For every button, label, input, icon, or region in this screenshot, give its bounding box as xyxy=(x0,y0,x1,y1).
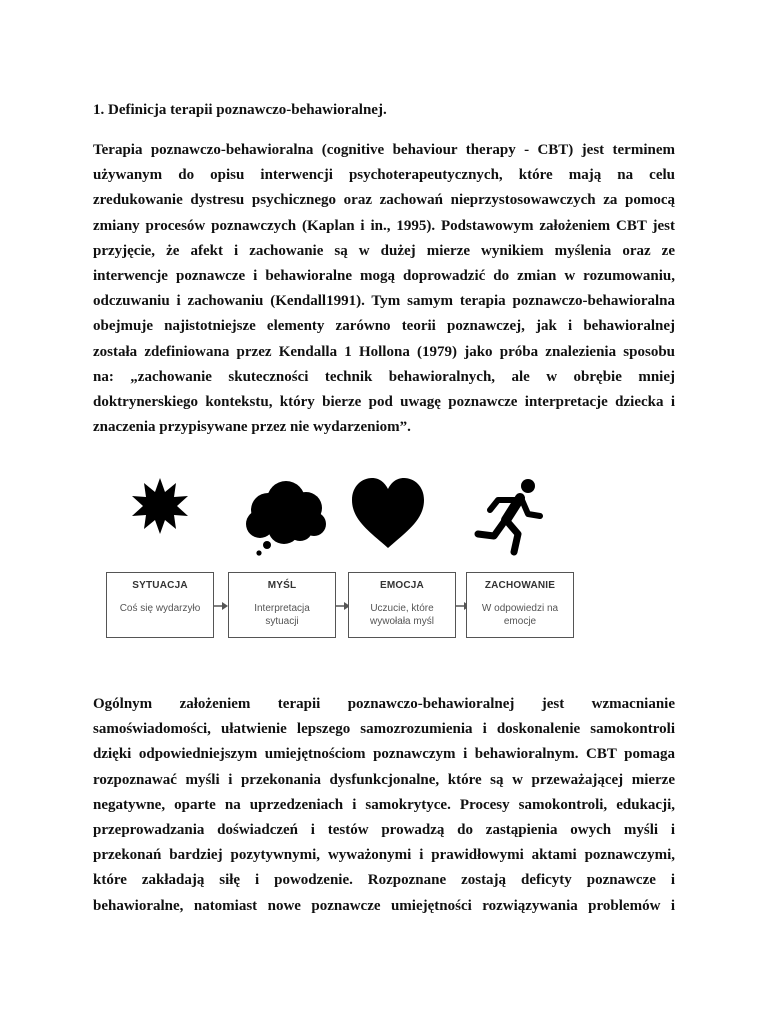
text-line: odczuwaniu i zachowaniu (Kendall1991). Tym samym terapia poznawczo-behawioralna xyxy=(93,293,675,310)
text-line: przyjęcie, że afekt i zachowanie są w dużej mierze wynikiem myślenia oraz ze xyxy=(93,242,675,259)
thought-cloud-icon xyxy=(240,476,330,558)
text-line: dzięki odpowiedniejszym umiejętnościom poznawczym i behawioralnym. CBT pomaga xyxy=(93,746,675,763)
section-heading: 1. Definicja terapii poznawczo-behawioralnej. xyxy=(93,102,387,118)
stage-description xyxy=(467,602,573,628)
text-line: interwencje poznawcze i behawioralne mogą doprowadzić do zmian w rozumowaniu, xyxy=(93,267,675,284)
stage-box-emotion xyxy=(348,572,456,638)
stage-title: EMOCJA xyxy=(380,580,424,591)
text-line: behawioralne, natomiast nowe poznawcze umiejętności rozwiązywania problemów i xyxy=(93,897,675,914)
stage-title: MYŚL xyxy=(267,580,297,591)
text-line: doktrynerskiego kontekstu, który bierze pod uwagę poznawcze interpretacje dziecka i xyxy=(93,393,675,410)
stage-box-thought xyxy=(228,572,336,638)
text-line: Terapia poznawczo-behawioralna (cognitive behaviour therapy - CBT) jest terminem xyxy=(93,142,675,158)
stage-description-line: Coś się wydarzyło xyxy=(119,603,201,614)
text-line: przeprowadzania doświadczeń i testów prowadzą do zastąpienia owych myśli i xyxy=(93,821,675,838)
stage-description xyxy=(349,602,455,628)
stage-title: ZACHOWANIE xyxy=(484,580,556,591)
stage-description xyxy=(229,602,335,628)
running-person-icon xyxy=(470,476,550,558)
stage-description-line: wywołała myśl xyxy=(370,616,434,627)
text-line: używanym do opisu interwencji psychoterapeutycznych, które mają na celu xyxy=(93,167,675,184)
stage-box-situation xyxy=(106,572,214,638)
text-line: obejmuje najistotniejsze elementy zarówno teorii poznawczej, jak i behawioralnej xyxy=(93,318,675,335)
cbt-model-diagram xyxy=(100,476,580,652)
text-line: znaczenia przypisywane przez nie wydarzeniom”. xyxy=(93,419,411,436)
stage-description-line: emocje xyxy=(503,616,537,627)
text-line: na: „zachowanie skuteczności technik behawioralnych, ale w obrębie mniej xyxy=(93,368,675,385)
stage-description-line: sytuacji xyxy=(265,616,299,627)
stage-box-behavior xyxy=(466,572,574,638)
stage-description-line: Uczucie, które xyxy=(370,603,434,614)
text-line: została zdefiniowana przez Kendalla 1 Hollona (1979) jako próba znalezienia sposobu xyxy=(93,343,675,360)
stage-description xyxy=(107,602,213,615)
text-line: przekonań bardziej pozytywnymi, wyważonymi i prawidłowymi aktami poznawczymi, xyxy=(93,847,675,864)
text-line: Ogólnym założeniem terapii poznawczo-behawioralnej jest wzmacnianie xyxy=(93,696,675,712)
text-line: które zakładają siłę i powodzenie. Rozpoznane zostają deficyty poznawcze i xyxy=(93,872,675,889)
heart-icon xyxy=(350,476,426,552)
stage-title: SYTUACJA xyxy=(132,580,188,591)
stage-description-line: Interpretacja xyxy=(254,603,310,614)
text-line: negatywne, oparte na uprzedzeniach i samokrytyce. Procesy samokontroli, edukacji, xyxy=(93,796,675,813)
text-line: zredukowanie dystresu psychicznego oraz zachowań nieprzystosowawczych za pomocą xyxy=(93,192,675,209)
starburst-icon xyxy=(130,476,190,536)
paragraph-definition xyxy=(93,138,675,440)
stage-description-line: W odpowiedzi na xyxy=(481,603,559,614)
arrow-right-icon xyxy=(214,600,228,612)
text-line: samoświadomości, ułatwienie lepszego samozrozumienia i doskonalenie samokontroli xyxy=(93,721,675,738)
text-line: rozpoznawać myśli i przekonania dysfunkcjonalne, które są w przeważającej mierze xyxy=(93,771,675,788)
text-line: zmiany procesów poznawczych (Kaplan i in., 1995). Podstawowym założeniem CBT jest xyxy=(93,217,675,234)
paragraph-general-assumption xyxy=(93,692,675,919)
